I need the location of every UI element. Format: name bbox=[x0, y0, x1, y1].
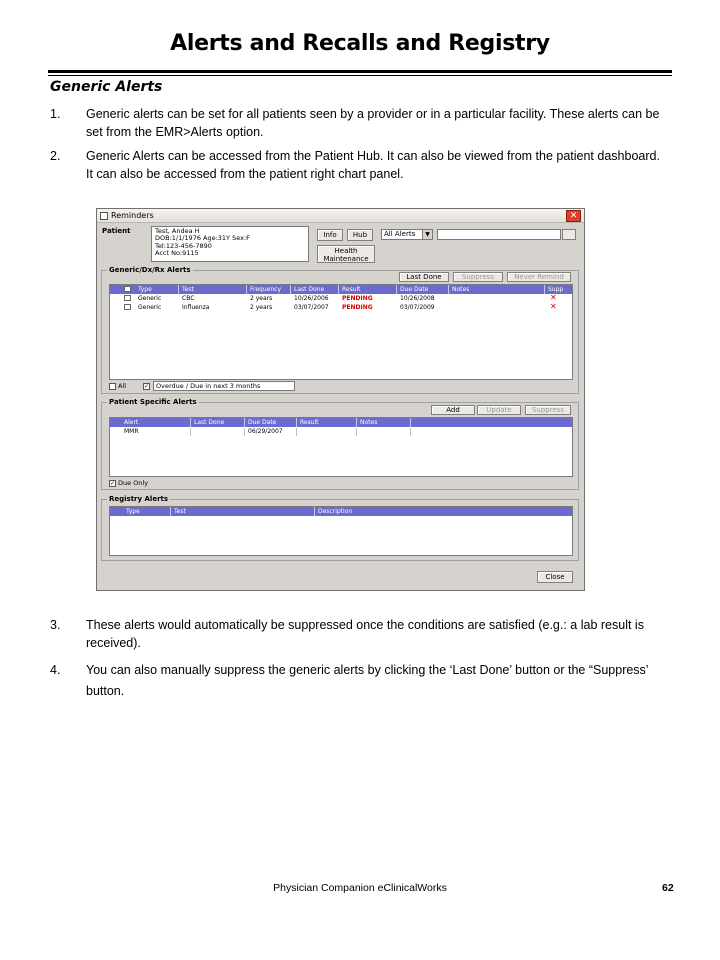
cell-due-date: 10/26/2008 bbox=[400, 295, 435, 302]
close-icon[interactable]: ✕ bbox=[566, 210, 581, 222]
cell-test: Influenza bbox=[182, 304, 210, 311]
row-checkbox[interactable] bbox=[124, 304, 131, 310]
list-item-4 bbox=[50, 660, 660, 702]
overdue-checkbox[interactable] bbox=[143, 382, 152, 390]
page-footer: Physician Companion eClinicalWorks bbox=[273, 882, 447, 894]
patient-name: Test, Andea H bbox=[155, 227, 200, 235]
item-number: 1. bbox=[50, 107, 61, 121]
list-item-3 bbox=[50, 616, 660, 652]
health-maintenance-button[interactable] bbox=[317, 245, 375, 263]
info-button[interactable]: Info bbox=[317, 229, 343, 241]
check-icon[interactable]: ✓ bbox=[110, 479, 116, 487]
table-row[interactable] bbox=[110, 428, 573, 436]
chevron-down-icon[interactable]: ▼ bbox=[422, 230, 432, 239]
registry-alerts-header bbox=[110, 507, 573, 516]
item-number: 4. bbox=[50, 663, 61, 677]
health-maintenance-line2: Maintenance bbox=[323, 255, 369, 263]
list-item-2 bbox=[50, 147, 660, 183]
select-all-checkbox[interactable] bbox=[124, 286, 131, 292]
patient-info-box bbox=[151, 226, 309, 262]
list-item-1 bbox=[50, 105, 660, 141]
cell-last-done: 10/26/2006 bbox=[294, 295, 329, 302]
column-header: Last Done bbox=[194, 419, 225, 426]
suppress-x-icon[interactable]: ✕ bbox=[550, 293, 557, 302]
check-icon[interactable]: ✓ bbox=[144, 382, 150, 390]
column-header: Result bbox=[300, 419, 319, 426]
window-title: Reminders bbox=[111, 211, 154, 220]
never-remind-button[interactable]: Never Remind bbox=[507, 272, 571, 282]
cell-due-date: 03/07/2009 bbox=[400, 304, 435, 311]
cell-type: Generic bbox=[138, 295, 162, 302]
page-title: Alerts and Recalls and Registry bbox=[170, 31, 550, 56]
all-label: All bbox=[118, 382, 127, 390]
cell-alert: MMR bbox=[124, 428, 139, 435]
column-header: Type bbox=[138, 286, 152, 293]
cell-test: CBC bbox=[182, 295, 195, 302]
last-done-button[interactable]: Last Done bbox=[399, 272, 449, 282]
cell-frequency: 2 years bbox=[250, 295, 273, 302]
patient-account: Acct No:9115 bbox=[155, 248, 199, 257]
cell-due-date: 06/29/2007 bbox=[248, 428, 283, 435]
item-text: Generic alerts can be set for all patients seen by a provider or in a particular facility. These alerts can be set from the EMR>Alerts option. bbox=[86, 107, 660, 139]
section-heading: Generic Alerts bbox=[50, 79, 163, 95]
item-number: 2. bbox=[50, 149, 61, 163]
window-titlebar bbox=[97, 209, 584, 223]
column-header: Due Date bbox=[400, 286, 429, 293]
column-header: Test bbox=[182, 286, 194, 293]
title-rule-thick bbox=[48, 70, 672, 73]
suppress-patient-button[interactable]: Suppress bbox=[525, 405, 571, 415]
patient-alerts-header bbox=[110, 418, 573, 427]
due-only-label: Due Only bbox=[118, 479, 149, 487]
patient-tel: Tel:123-456-7890 bbox=[155, 241, 212, 250]
health-maintenance-line1: Health bbox=[334, 247, 358, 255]
generic-alerts-header bbox=[110, 285, 573, 294]
generic-alerts-table bbox=[109, 284, 573, 380]
cell-last-done: 03/07/2007 bbox=[294, 304, 329, 311]
table-row[interactable] bbox=[110, 304, 573, 312]
registry-alerts-group-label: Registry Alerts bbox=[109, 495, 169, 503]
column-header: Notes bbox=[360, 419, 378, 426]
table-row[interactable] bbox=[110, 295, 573, 303]
patient-label: Patient bbox=[102, 227, 131, 235]
hub-button[interactable]: Hub bbox=[347, 229, 373, 241]
search-button[interactable] bbox=[562, 229, 576, 240]
column-header: Last Done bbox=[294, 286, 325, 293]
due-only-checkbox[interactable] bbox=[109, 479, 148, 487]
row-checkbox[interactable] bbox=[124, 295, 131, 301]
column-header: Notes bbox=[452, 286, 470, 293]
search-input[interactable] bbox=[437, 229, 561, 240]
title-rule-thin bbox=[48, 75, 672, 76]
column-header: Test bbox=[174, 508, 186, 515]
patient-dob: DOB:1/1/1976 Age:31Y Sex:F bbox=[155, 234, 250, 243]
cell-result: PENDING bbox=[342, 295, 373, 302]
overdue-filter-select[interactable]: Overdue / Due in next 3 months bbox=[153, 381, 295, 391]
column-header: Alert bbox=[124, 419, 139, 426]
column-header: Result bbox=[342, 286, 361, 293]
patient-alerts-group-label: Patient Specific Alerts bbox=[109, 398, 197, 406]
item-text: These alerts would automatically be suppressed once the conditions are satisfied (e.g.: a lab result is received). bbox=[86, 618, 644, 650]
column-header: Type bbox=[126, 508, 140, 515]
item-number: 3. bbox=[50, 618, 61, 632]
alert-filter-value: All Alerts bbox=[384, 230, 416, 238]
column-header: Description bbox=[318, 508, 353, 515]
cell-frequency: 2 years bbox=[250, 304, 273, 311]
window-app-icon bbox=[100, 212, 108, 220]
all-checkbox-box[interactable] bbox=[109, 383, 116, 390]
patient-alerts-table bbox=[109, 417, 573, 477]
item-text: Generic Alerts can be accessed from the Patient Hub. It can also be viewed from the patient dashboard. It can also be accessed from the patient right chart panel. bbox=[86, 149, 660, 181]
close-button[interactable]: Close bbox=[537, 571, 573, 583]
update-button[interactable]: Update bbox=[477, 405, 521, 415]
generic-alerts-group-label: Generic/Dx/Rx Alerts bbox=[109, 266, 191, 274]
item-text: You can also manually suppress the generic alerts by clicking the ‘Last Done’ button or the “Suppress’ button. bbox=[86, 663, 649, 698]
column-header: Frequency bbox=[250, 286, 281, 293]
cell-result: PENDING bbox=[342, 304, 373, 311]
cell-type: Generic bbox=[138, 304, 162, 311]
column-header: Due Date bbox=[248, 419, 277, 426]
suppress-x-icon[interactable]: ✕ bbox=[550, 302, 557, 311]
suppress-button[interactable]: Suppress bbox=[453, 272, 503, 282]
registry-alerts-table bbox=[109, 506, 573, 556]
page-number: 62 bbox=[662, 882, 674, 894]
alert-filter-select[interactable] bbox=[381, 229, 433, 240]
add-button[interactable]: Add bbox=[431, 405, 475, 415]
reminders-window bbox=[96, 208, 585, 591]
all-checkbox[interactable] bbox=[109, 382, 126, 390]
column-header: Supp bbox=[548, 286, 564, 293]
